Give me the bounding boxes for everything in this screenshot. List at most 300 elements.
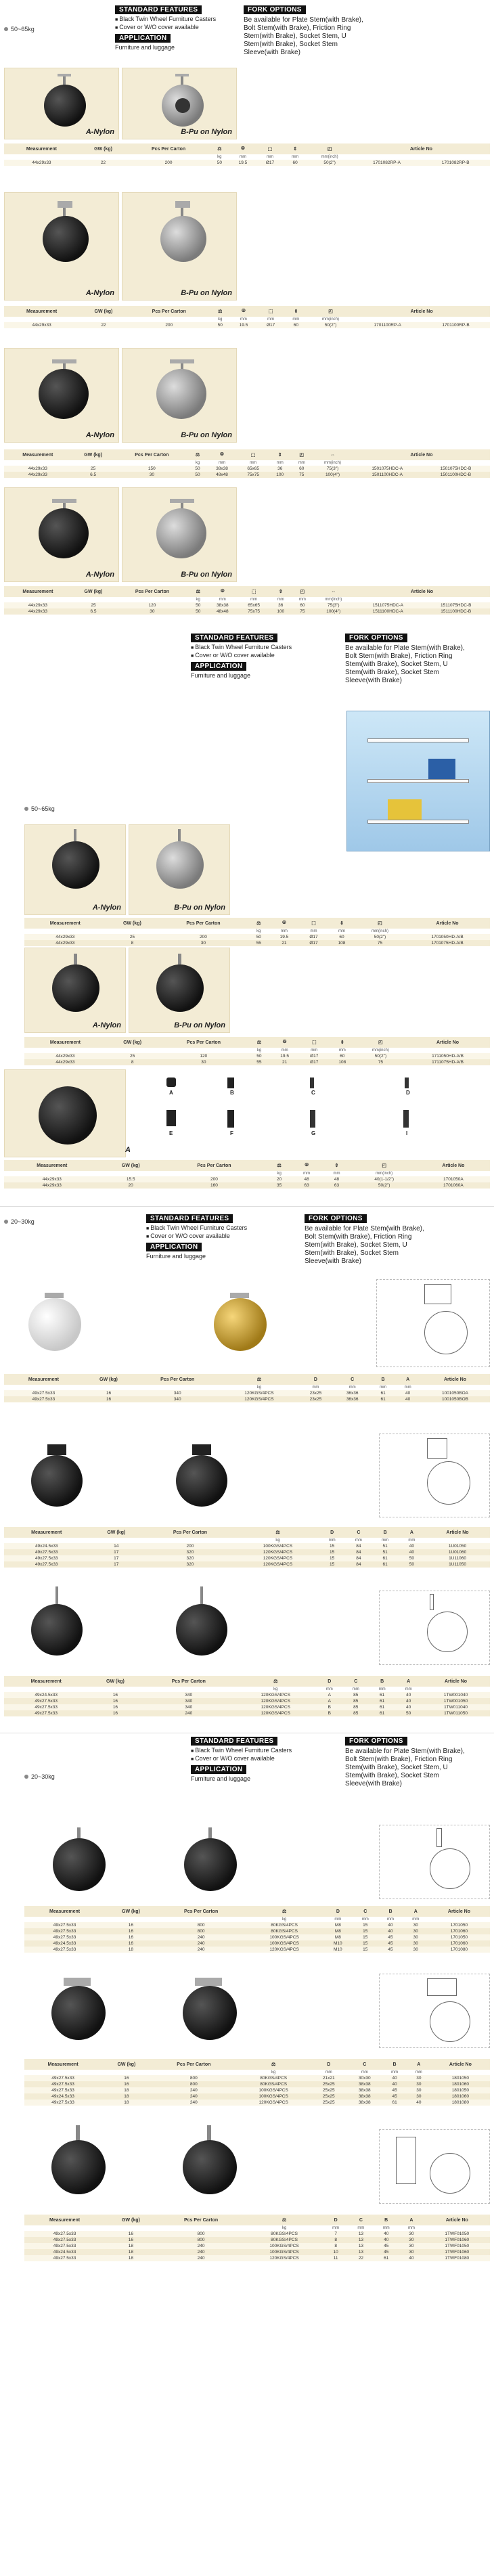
spec-table <box>24 918 490 946</box>
table-cell: 240 <box>157 2243 246 2249</box>
table-cell: 22 <box>79 322 127 328</box>
table-cell: 40 <box>399 2255 424 2261</box>
column-header: Measurement <box>4 449 72 460</box>
table-cell: Ø17 <box>299 934 328 940</box>
table-cell: 25 <box>106 1053 159 1059</box>
table-cell: 45 <box>374 2243 399 2249</box>
table-cell: mm <box>316 1687 342 1692</box>
table-cell: 44x29x33 <box>4 1182 100 1189</box>
fork-options-title: FORK OPTIONS <box>305 1214 367 1223</box>
table-cell: kg <box>246 2225 323 2231</box>
table-cell: 63 <box>321 1182 351 1189</box>
column-header: ⬚ <box>238 449 269 460</box>
column-header: ⬚ <box>300 1037 329 1048</box>
table-cell: 30 <box>407 2093 431 2100</box>
table-cell <box>83 1385 134 1390</box>
table-cell: 15 <box>319 1549 345 1555</box>
stem-options <box>162 1076 490 1157</box>
spec-table <box>24 1906 490 1953</box>
column-header: ⚖ <box>221 1374 297 1385</box>
table-cell <box>157 1917 246 1922</box>
table-cell: 40 <box>395 1704 422 1710</box>
table-cell <box>24 2070 102 2075</box>
standard-features-title: STANDARD FEATURES <box>191 1737 277 1746</box>
table-cell: 49x27.5x33 <box>24 2087 102 2093</box>
table-cell: 14 <box>89 1543 144 1549</box>
stem-label: A <box>169 1090 173 1096</box>
product-image-a-nylon <box>4 348 119 443</box>
column-header: B <box>372 1527 399 1538</box>
table-cell: 63 <box>292 1182 321 1189</box>
table-cell: 200 <box>158 934 248 940</box>
table-cell: 60 <box>328 934 355 940</box>
column-header: A <box>395 1676 422 1687</box>
table-cell: 150 <box>115 466 189 472</box>
column-header: ⬚ <box>299 918 328 929</box>
table-cell <box>4 1171 100 1176</box>
table-cell: 44x29x33 <box>4 466 72 472</box>
table-row <box>24 1922 490 1928</box>
table-cell: Ø17 <box>300 1059 329 1065</box>
table-row <box>4 1555 490 1561</box>
feature-item: ■ Cover or W/O cover available <box>146 1233 247 1241</box>
table-cell: 75x75 <box>238 472 269 478</box>
table-cell: 30 <box>399 2249 424 2255</box>
column-header: Pcs Per Carton <box>158 1037 248 1048</box>
table-cell: mm <box>269 460 291 466</box>
table-cell <box>420 1385 490 1390</box>
table-cell <box>72 597 115 602</box>
table-cell: 61 <box>369 1698 395 1704</box>
spec-table <box>4 1676 490 1716</box>
table-cell <box>422 460 490 466</box>
table-cell: 1501075HDC-B <box>422 466 490 472</box>
table-cell: 84 <box>345 1543 372 1549</box>
table-cell: 49x27.5x33 <box>4 1710 88 1716</box>
table-cell: 30 <box>399 2231 424 2237</box>
table-cell <box>4 1385 83 1390</box>
table-cell: 1TW001050 <box>422 1698 490 1704</box>
table-cell: 17 <box>89 1555 144 1561</box>
table-cell: 49x27.5x33 <box>24 1928 105 1934</box>
table-cell: 38x38 <box>207 602 238 608</box>
table-cell: 100KGS/4PCS <box>246 2243 323 2249</box>
table-cell: 1TWF01060 <box>424 2249 490 2255</box>
technical-drawing <box>379 1974 490 2048</box>
table-cell: 240 <box>152 2100 237 2106</box>
variant-label: A-Nylon <box>92 1021 121 1029</box>
table-cell <box>79 154 127 160</box>
table-cell: 120KGS/4PCS <box>246 2255 323 2261</box>
table-cell: 16 <box>105 1940 157 1947</box>
table-cell: 16 <box>105 1934 157 1940</box>
table-cell <box>422 1687 490 1692</box>
table-cell: 40 <box>382 2081 407 2087</box>
table-cell: 15.5 <box>100 1176 162 1182</box>
table-cell: mm <box>321 1171 351 1176</box>
table-cell: mm <box>311 2070 346 2075</box>
caster-wheel <box>160 216 206 262</box>
table-cell: 1001050BOA <box>420 1390 490 1396</box>
table-cell <box>405 1048 490 1053</box>
standard-features-title: STANDARD FEATURES <box>115 5 202 14</box>
table-cell <box>89 1538 144 1543</box>
table-cell <box>158 929 248 934</box>
table-cell: 1701050 <box>428 1922 490 1928</box>
table-cell: 60 <box>291 466 312 472</box>
application-text: Furniture and luggage <box>191 672 251 679</box>
feature-item: ■ Black Twin Wheel Furniture Casters <box>191 1747 292 1755</box>
column-header: Article No <box>353 449 490 460</box>
caster-wheel <box>43 216 89 262</box>
spec-table <box>4 1160 490 1189</box>
product-image-a-nylon <box>4 68 119 139</box>
table-cell: 120KGS/4PCS <box>235 1710 316 1716</box>
table-cell <box>157 2225 246 2231</box>
table-cell <box>24 1048 106 1053</box>
table-cell: 30 <box>115 608 189 615</box>
column-header: ◰ <box>308 306 353 317</box>
table-cell: 40 <box>407 2100 431 2106</box>
table-cell: 1TW011050 <box>422 1710 490 1716</box>
variant-label: B-Pu on Nylon <box>181 571 232 579</box>
table-cell: 45 <box>374 2249 399 2255</box>
table-cell: 21x21 <box>311 2075 346 2081</box>
column-header: ⚖ <box>236 2059 311 2070</box>
table-cell: 60 <box>329 1053 356 1059</box>
column-header: Measurement <box>4 1374 83 1385</box>
column-header: Pcs Per Carton <box>152 2059 237 2070</box>
table-cell: 19.5 <box>270 1053 300 1059</box>
table-cell: 120KGS/4PCS <box>221 1396 297 1402</box>
table-cell: 16 <box>105 2237 156 2243</box>
table-cell: mm <box>342 1687 369 1692</box>
table-cell <box>353 460 422 466</box>
weight-range: 20~30kg <box>24 1773 55 1780</box>
fork-options <box>305 1214 433 1266</box>
column-header: ⬚ <box>238 586 269 597</box>
stem-label: F <box>230 1130 233 1136</box>
table-cell: 200 <box>162 1176 267 1182</box>
column-header: Measurement <box>4 306 79 317</box>
stem-label: I <box>406 1130 408 1136</box>
table-cell: mm <box>207 597 238 602</box>
table-cell: 23x25 <box>297 1396 334 1402</box>
table-cell: 240 <box>157 1940 246 1947</box>
table-cell: 44x29x33 <box>4 1176 100 1182</box>
table-cell: mm <box>323 1917 353 1922</box>
table-cell: 20 <box>267 1176 292 1182</box>
table-cell: 75 <box>291 472 312 478</box>
table-cell: 49x24.5x33 <box>24 1940 105 1947</box>
column-header: D <box>316 1676 342 1687</box>
table-cell: 1001050BOB <box>420 1396 490 1402</box>
table-cell <box>100 1171 162 1176</box>
column-header: GW (kg) <box>79 306 127 317</box>
table-cell: 120KGS/4PCS <box>221 1390 297 1396</box>
table-cell: 40(1-1/2") <box>352 1176 417 1182</box>
table-cell: 40 <box>382 2075 407 2081</box>
column-header: A <box>399 2215 424 2225</box>
table-cell: 30 <box>399 2237 424 2243</box>
table-cell: mm <box>399 1538 425 1543</box>
table-cell <box>72 460 115 466</box>
table-cell: 30 <box>407 2081 431 2087</box>
column-header: Pcs Per Carton <box>134 1374 221 1385</box>
product-image-a-nylon <box>4 192 119 301</box>
table-cell: 21 <box>270 1059 300 1065</box>
caster-wheel <box>44 85 86 127</box>
table-cell: 65x65 <box>238 602 269 608</box>
table-cell: 1701050 <box>428 1934 490 1940</box>
stem-label: G <box>311 1130 316 1136</box>
table-cell: 11 <box>323 2255 349 2261</box>
table-cell: 49x24.5x33 <box>4 1692 88 1698</box>
table-cell <box>24 2225 105 2231</box>
table-cell: 61 <box>369 1710 395 1716</box>
table-cell <box>425 1538 490 1543</box>
spec-table <box>4 1527 490 1568</box>
table-cell: 40 <box>374 2231 399 2237</box>
column-header: B <box>378 1906 403 1917</box>
table-cell: 18 <box>105 1947 157 1953</box>
column-header: ⬚ <box>257 306 284 317</box>
table-cell: 800 <box>157 2231 246 2237</box>
table-cell: 240 <box>152 2093 237 2100</box>
table-cell: 18 <box>105 2255 156 2261</box>
table-cell: 50 <box>189 472 206 478</box>
table-cell: 100KGS/4PCS <box>246 2249 323 2255</box>
table-cell: mm <box>206 460 238 466</box>
table-cell: mm <box>345 1538 372 1543</box>
table-row <box>4 160 490 166</box>
column-header: ⚖ <box>210 143 229 154</box>
table-cell: 100 <box>269 608 292 615</box>
standard-features-title: STANDARD FEATURES <box>191 634 277 642</box>
table-cell: mm <box>346 2070 382 2075</box>
table-cell <box>417 1171 490 1176</box>
table-cell: 16 <box>88 1698 142 1704</box>
table-cell: 1501075HDC-A <box>353 466 422 472</box>
table-cell: 13 <box>349 2249 374 2255</box>
table-cell: 50 <box>248 1053 269 1059</box>
table-cell: 16 <box>102 2075 151 2081</box>
table-cell: 1711075HD-A/B <box>405 1059 490 1065</box>
column-header: Article No <box>424 2215 490 2225</box>
column-header: D <box>311 2059 346 2070</box>
table-cell: 60 <box>292 602 313 608</box>
table-cell: 30 <box>407 2087 431 2093</box>
table-cell: 50(2") <box>307 160 353 166</box>
table-cell: 240 <box>157 1934 246 1940</box>
table-cell: mm <box>378 1917 403 1922</box>
table-cell: 48 <box>292 1176 321 1182</box>
table-row <box>4 602 490 608</box>
table-cell <box>431 2070 490 2075</box>
table-cell: 49x27.5x33 <box>4 1549 89 1555</box>
table-cell: 30 <box>158 940 248 946</box>
table-cell <box>115 460 189 466</box>
column-header: C <box>345 1527 372 1538</box>
column-header: ⦾ <box>292 1160 321 1171</box>
spec-table <box>24 2215 490 2261</box>
table-cell: 50 <box>399 1561 425 1568</box>
variant-label: A-Nylon <box>85 128 114 136</box>
variant-label: B-Pu on Nylon <box>174 904 225 912</box>
table-cell: 200 <box>127 160 210 166</box>
column-header: Pcs Per Carton <box>158 918 248 929</box>
table-cell: 1TW011040 <box>422 1704 490 1710</box>
column-header: Measurement <box>4 1676 88 1687</box>
table-cell: 75 <box>355 940 405 946</box>
table-cell: 38x38 <box>346 2093 382 2100</box>
table-cell: 16 <box>88 1710 142 1716</box>
table-cell: 1511100HDC-B <box>422 608 490 615</box>
column-header: Pcs Per Carton <box>127 143 210 154</box>
table-cell: 48x48 <box>207 608 238 615</box>
table-cell: Ø17 <box>256 160 284 166</box>
table-row <box>24 1940 490 1947</box>
table-cell: 50(2") <box>355 934 405 940</box>
table-row <box>4 1710 490 1716</box>
table-cell: 18 <box>102 2100 151 2106</box>
table-cell: mm <box>269 597 292 602</box>
column-header: Measurement <box>24 2059 102 2070</box>
table-cell: mm <box>323 2225 349 2231</box>
table-cell: mm <box>334 1385 371 1390</box>
column-header: ⚖ <box>246 1906 323 1917</box>
table-cell: Ø17 <box>257 322 284 328</box>
table-cell: 15 <box>353 1928 378 1934</box>
fork-options-title: FORK OPTIONS <box>244 5 306 14</box>
column-header: ⇕ <box>329 1037 356 1048</box>
table-cell: 22 <box>349 2255 374 2261</box>
table-cell: 55 <box>248 940 269 946</box>
table-row <box>4 1176 490 1182</box>
column-header: GW (kg) <box>102 2059 151 2070</box>
column-header: Pcs Per Carton <box>157 2215 246 2225</box>
table-cell: 120KGS/4PCS <box>235 1692 316 1698</box>
column-header: ◰ <box>292 586 313 597</box>
table-cell: 49x24.5x33 <box>24 2093 102 2100</box>
table-cell: 200 <box>143 1543 237 1549</box>
table-row <box>24 2081 490 2087</box>
table-cell: 75(3") <box>312 466 353 472</box>
table-cell: 85 <box>342 1692 369 1698</box>
application-title: APPLICATION <box>115 34 171 43</box>
table-cell: 15 <box>319 1555 345 1561</box>
table-cell: B <box>316 1704 342 1710</box>
variant-label: B-Pu on Nylon <box>174 1021 225 1029</box>
table-cell: 1801050 <box>431 2075 490 2081</box>
table-cell: 50 <box>189 602 207 608</box>
stem-label: B <box>230 1090 234 1096</box>
fork-options-text: Be available for Plate Stem(with Brake), Bolt Stem(with Brake), Friction Ring Stem(with Brake), Socket Stem, U Stem(with Brake), Socket Stem Sleeve(with Brake) <box>345 644 465 684</box>
table-cell: 1U11060 <box>425 1555 490 1561</box>
table-cell: 40 <box>399 1549 425 1555</box>
stem-label: D <box>406 1090 410 1096</box>
table-cell: 16 <box>105 1928 157 1934</box>
table-cell: 44x29x33 <box>24 1059 106 1065</box>
table-cell: 100KGS/4PCS <box>236 2093 311 2100</box>
table-cell <box>421 154 490 160</box>
table-cell: 15 <box>319 1543 345 1549</box>
table-cell: 30 <box>399 2243 424 2249</box>
table-cell <box>88 1687 142 1692</box>
table-cell: 25 <box>106 934 158 940</box>
table-cell <box>405 929 490 934</box>
column-header: Article No <box>353 143 490 154</box>
table-row <box>4 1698 490 1704</box>
column-header: GW (kg) <box>79 143 127 154</box>
table-cell: mm <box>395 1687 422 1692</box>
table-cell: 15 <box>319 1561 345 1568</box>
column-header: Measurement <box>4 143 79 154</box>
column-header: ⦾ <box>229 143 256 154</box>
table-cell: mm <box>374 2225 399 2231</box>
column-header: Pcs Per Carton <box>128 306 210 317</box>
table-cell: 6.5 <box>72 608 115 615</box>
table-cell: mm(inch) <box>313 597 354 602</box>
weight-range: 50~65kg <box>24 805 55 812</box>
column-header: GW (kg) <box>72 586 115 597</box>
column-header: ⦾ <box>206 449 238 460</box>
column-header: Article No <box>420 1374 490 1385</box>
table-row <box>4 1561 490 1568</box>
table-cell: 50 <box>399 1555 425 1561</box>
table-cell: 1701050HD-A/B <box>405 934 490 940</box>
table-cell <box>422 597 490 602</box>
table-cell: 1701050A <box>417 1176 490 1182</box>
table-cell: 800 <box>152 2075 237 2081</box>
table-cell <box>4 1687 88 1692</box>
furniture-photo <box>346 711 490 851</box>
table-cell: 61 <box>374 2255 399 2261</box>
column-header: ⦾ <box>207 586 238 597</box>
table-cell: 8 <box>323 2243 349 2249</box>
feature-item: ■ Cover or W/O cover available <box>191 1755 292 1763</box>
column-header: GW (kg) <box>88 1676 142 1687</box>
product-image <box>4 1440 112 1522</box>
table-cell: 240 <box>157 1947 246 1953</box>
table-cell: 40 <box>378 1928 403 1934</box>
application-text: Furniture and luggage <box>146 1253 206 1260</box>
table-cell: 49x27.5x33 <box>4 1704 88 1710</box>
fork-options-title: FORK OPTIONS <box>345 1737 407 1746</box>
column-header: Measurement <box>4 586 72 597</box>
application-text: Furniture and luggage <box>191 1775 251 1782</box>
variant-label: A <box>125 1146 131 1154</box>
table-cell: 18 <box>102 2087 151 2093</box>
table-cell: 49x27.5x33 <box>24 2255 105 2261</box>
table-row <box>24 2237 490 2243</box>
table-cell: 84 <box>345 1561 372 1568</box>
table-cell: 22 <box>79 160 127 166</box>
spec-table <box>4 449 490 478</box>
table-cell: 44x29x33 <box>4 608 72 615</box>
table-cell <box>105 2225 156 2231</box>
table-cell: 85 <box>342 1710 369 1716</box>
table-cell <box>4 597 72 602</box>
table-cell: 8 <box>323 2237 349 2243</box>
table-cell: 36x36 <box>334 1390 371 1396</box>
table-cell: mm <box>230 317 258 322</box>
table-cell: 61 <box>371 1390 396 1396</box>
table-row <box>24 2075 490 2081</box>
table-cell <box>424 2225 490 2231</box>
table-cell: 13 <box>349 2237 374 2243</box>
table-cell: 48 <box>321 1176 351 1182</box>
